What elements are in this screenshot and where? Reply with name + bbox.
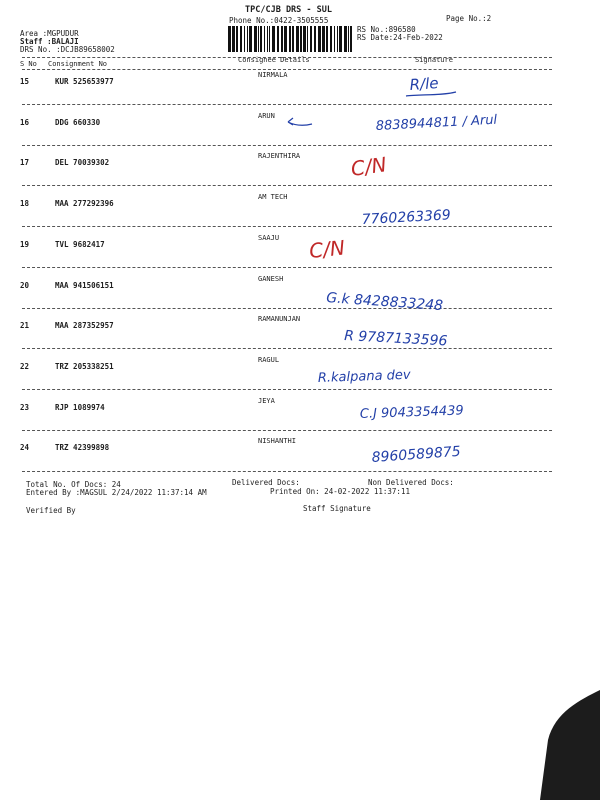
barcode <box>228 26 353 52</box>
row-sno: 23 <box>20 402 30 412</box>
barcode-bar <box>277 26 279 52</box>
rs-date: RS Date:24-Feb-2022 <box>357 33 443 42</box>
row-consignment: TRZ 42399898 <box>55 443 110 453</box>
column-header-signature: Signature <box>415 56 453 64</box>
row-consignee: NISHANTHI <box>258 437 296 446</box>
barcode-bar <box>249 26 252 52</box>
area-label: Area :MGPUDUR <box>20 29 79 38</box>
barcode-bar <box>240 26 242 52</box>
column-header-consignee: Consignee Details <box>238 56 310 64</box>
total-docs: Total No. Of Docs: 24 <box>26 480 121 489</box>
table-row <box>0 152 560 187</box>
barcode-bar <box>314 26 316 52</box>
barcode-bar <box>292 26 294 52</box>
table-row <box>0 355 560 391</box>
barcode-bar <box>303 26 306 52</box>
rs-number: RS No.:896580 <box>357 25 416 34</box>
row-sno: 18 <box>20 199 30 209</box>
entered-by: Entered By :MAGSUL 2/24/2022 11:37:14 AM <box>26 488 207 497</box>
table-row <box>0 71 560 106</box>
phone-number: Phone No.:0422-3505555 <box>229 16 329 25</box>
barcode-bar <box>232 26 235 52</box>
barcode-bar <box>258 26 259 52</box>
table-row <box>0 233 560 269</box>
barcode-bar <box>348 26 349 52</box>
barcode-bar <box>264 26 265 52</box>
row-consignment: KUR 525653977 <box>55 77 114 86</box>
row-consignment: MAA 277292396 <box>55 199 114 209</box>
barcode-bar <box>344 26 347 52</box>
barcode-bar <box>350 26 352 52</box>
drs-number: DRS No. :DCJB89658002 <box>20 45 115 54</box>
handwritten-signature: 7760263369 <box>361 207 452 228</box>
barcode-bar <box>322 26 325 52</box>
row-consignee: RAGUL <box>258 355 280 364</box>
row-divider <box>22 226 552 227</box>
row-sno: 21 <box>20 321 30 331</box>
barcode-bar <box>318 26 321 52</box>
row-consignee: ARUN <box>258 111 275 120</box>
row-consignee: NIRMALA <box>258 71 288 79</box>
row-sno: 16 <box>20 117 30 127</box>
row-consignment: MAA 287352957 <box>55 321 114 331</box>
row-divider <box>22 104 552 105</box>
handwritten-signature: G.k 8428833248 <box>325 290 444 315</box>
row-sno: 17 <box>20 158 30 168</box>
row-consignment: MAA 941506151 <box>55 280 114 290</box>
row-divider <box>22 185 552 186</box>
staff-signature: Staff Signature <box>303 504 371 513</box>
document-title: TPC/CJB DRS - SUL <box>245 5 332 15</box>
row-sno: 20 <box>20 280 30 290</box>
row-consignment: TRZ 205338251 <box>55 361 114 371</box>
handwritten-signature: 8838944811 / Arul <box>375 112 498 134</box>
row-consignment: DEL 70039302 <box>55 158 110 168</box>
barcode-bar <box>260 26 262 52</box>
row-consignment: DDG 660330 <box>55 117 101 127</box>
handwritten-signature: R/le <box>409 74 440 94</box>
row-sno: 15 <box>20 77 30 86</box>
footer-divider <box>22 471 552 472</box>
barcode-bar <box>330 26 332 52</box>
barcode-bar <box>228 26 231 52</box>
verified-by: Verified By <box>26 506 76 515</box>
non-delivered-docs: Non Delivered Docs: <box>368 478 454 487</box>
barcode-bar <box>244 26 245 52</box>
barcode-bar <box>289 26 291 52</box>
table-row <box>0 437 560 472</box>
barcode-bar <box>300 26 302 52</box>
header-divider-bottom <box>22 69 552 70</box>
handwritten-signature: R 9787133596 <box>343 328 448 350</box>
barcode-bar <box>326 26 328 52</box>
barcode-bar <box>310 26 312 52</box>
table-row <box>0 315 560 350</box>
row-divider <box>22 267 552 268</box>
row-consignee: RAMANUNJAN <box>258 315 301 324</box>
row-sno: 24 <box>20 443 30 453</box>
handwritten-signature: R.kalpana dev <box>317 367 411 386</box>
barcode-bar <box>267 26 268 52</box>
column-header-consignment: Consignment No <box>48 60 108 68</box>
printed-on: Printed On: 24-02-2022 11:37:11 <box>270 487 410 496</box>
row-divider <box>22 430 552 431</box>
barcode-bar <box>247 26 248 52</box>
barcode-bar <box>296 26 299 52</box>
table-row <box>0 193 560 228</box>
row-consignee: RAJENTHIRA <box>258 152 301 161</box>
row-divider <box>22 348 552 349</box>
barcode-bar <box>236 26 238 52</box>
barcode-bar <box>284 26 287 52</box>
row-consignment: RJP 1089974 <box>55 402 105 412</box>
barcode-bar <box>269 26 270 52</box>
row-consignee: JEYA <box>258 396 275 405</box>
barcode-bar <box>272 26 275 52</box>
row-consignee: SAAJU <box>258 233 280 242</box>
row-consignee: GANESH <box>258 274 284 283</box>
row-consignment: TVL 9682417 <box>55 239 105 249</box>
row-sno: 22 <box>20 361 30 371</box>
column-header-sno: S No <box>20 60 37 68</box>
page-number: Page No.:2 <box>446 14 492 23</box>
row-consignee: AM TECH <box>258 193 288 202</box>
barcode-bar <box>254 26 257 52</box>
row-divider <box>22 389 552 390</box>
row-sno: 19 <box>20 239 30 249</box>
handwritten-signature: C.J 9043354439 <box>359 403 464 422</box>
handwritten-signature: 8960589875 <box>371 443 462 466</box>
delivered-docs: Delivered Docs: <box>232 478 300 487</box>
table-row <box>0 396 560 432</box>
table-row <box>0 111 560 147</box>
barcode-bar <box>337 26 338 52</box>
barcode-bar <box>339 26 342 52</box>
handwritten-signature: C/N <box>349 152 389 181</box>
table-row <box>0 274 560 310</box>
barcode-bar <box>334 26 335 52</box>
handwritten-signature: C/N <box>308 235 346 263</box>
barcode-bar <box>307 26 308 52</box>
staff-label: Staff :BALAJI <box>20 37 79 46</box>
row-divider <box>22 308 552 309</box>
barcode-bar <box>281 26 283 52</box>
row-divider <box>22 145 552 146</box>
